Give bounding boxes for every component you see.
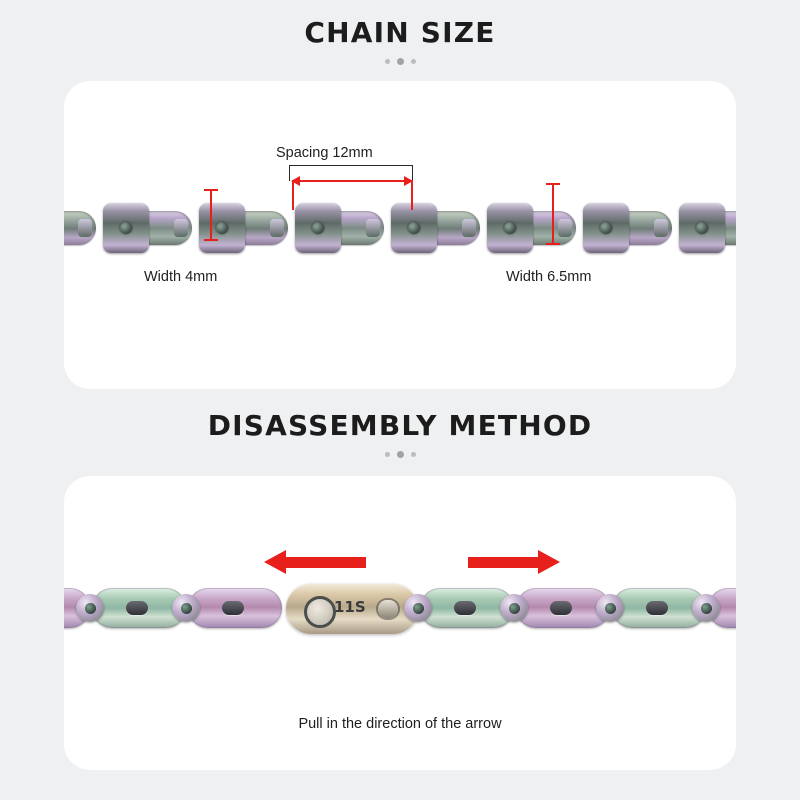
dot xyxy=(411,59,416,64)
width-inner-dimension-line xyxy=(210,189,212,241)
disassembly-caption: Pull in the direction of the arrow xyxy=(298,716,502,732)
leader-line xyxy=(289,165,290,181)
dot xyxy=(385,452,390,457)
chain-illustration-top-view xyxy=(64,568,736,654)
spacing-label: Spacing 12mm xyxy=(276,145,373,161)
dimension-tick xyxy=(204,189,218,191)
chain-link xyxy=(706,568,736,654)
title-dots-decoration xyxy=(0,58,800,65)
master-link xyxy=(286,584,418,634)
chain-illustration-side-view xyxy=(64,189,736,275)
width-outer-dimension-line xyxy=(552,183,554,245)
chain-link xyxy=(484,189,580,275)
section-disassembly-method xyxy=(0,389,800,770)
leader-line xyxy=(289,165,413,166)
arrow-left-icon xyxy=(286,557,366,568)
master-link-label: 11S xyxy=(334,598,366,616)
master-link-ring xyxy=(304,596,336,628)
section-title-disassembly: DISASSEMBLY METHOD xyxy=(207,409,593,442)
dot xyxy=(411,452,416,457)
disassembly-card xyxy=(64,476,736,770)
chain-link xyxy=(292,189,388,275)
chain-link xyxy=(100,189,196,275)
chain-link xyxy=(580,189,676,275)
section-chain-size xyxy=(0,0,800,389)
dimension-tick xyxy=(411,180,413,210)
spacing-dimension-arrow xyxy=(292,180,412,182)
master-link-slot xyxy=(378,600,398,618)
dot xyxy=(397,451,404,458)
width-outer-label: Width 6.5mm xyxy=(506,269,592,285)
dimension-tick xyxy=(204,239,218,241)
width-inner-label: Width 4mm xyxy=(144,269,218,285)
page-title: CHAIN SIZE xyxy=(304,16,496,49)
dimension-tick xyxy=(546,243,560,245)
chain-link xyxy=(64,189,100,275)
title-dots-decoration xyxy=(0,451,800,458)
dot xyxy=(385,59,390,64)
dot xyxy=(397,58,404,65)
chain-size-card xyxy=(64,81,736,389)
chain-link xyxy=(186,568,282,654)
dimension-tick xyxy=(546,183,560,185)
dimension-tick xyxy=(292,180,294,210)
arrow-right-icon xyxy=(468,557,538,568)
chain-link xyxy=(676,189,736,275)
chain-link xyxy=(388,189,484,275)
